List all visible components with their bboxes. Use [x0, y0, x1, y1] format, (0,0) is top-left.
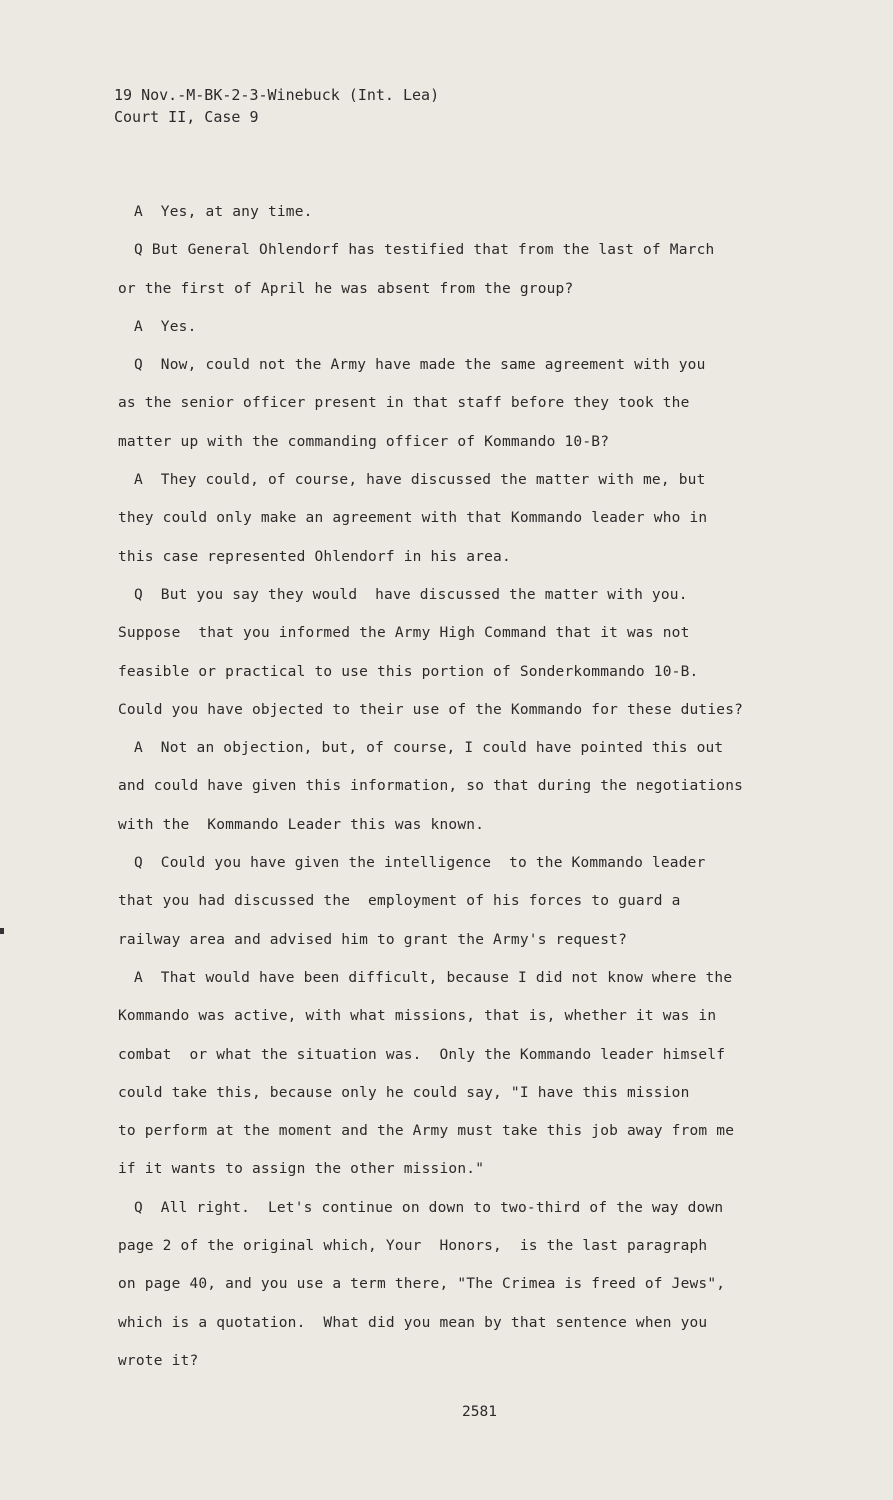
transcript-line: A They could, of course, have discussed the matter with me, but [134, 472, 706, 489]
document-header [114, 84, 439, 128]
page-number: 2581 [462, 1404, 497, 1420]
transcript-line: combat or what the situation was. Only the Kommando leader himself [118, 1046, 726, 1063]
transcript-line: page 2 of the original which, Your Honors, is the last paragraph [118, 1238, 708, 1255]
transcript-line: or the first of April he was absent from the group? [118, 280, 574, 297]
transcript-line: and could have given this information, so that during the negotiations [118, 778, 744, 795]
transcript-line: this case represented Ohlendorf in his area. [118, 548, 511, 565]
transcript-line: to perform at the moment and the Army must take this job away from me [118, 1123, 735, 1140]
transcript-line: Q But General Ohlendorf has testified that from the last of March [134, 242, 715, 259]
transcript-line: A That would have been difficult, because I did not know where the [134, 969, 733, 986]
transcript-line: Q Could you have given the intelligence to the Kommando leader [134, 855, 706, 872]
transcript-line: Could you have objected to their use of the Kommando for these duties? [118, 701, 744, 718]
transcript-line: Q All right. Let's continue on down to two-third of the way down [134, 1199, 724, 1216]
transcript-line: matter up with the commanding officer of Kommando 10-B? [118, 433, 610, 450]
transcript-line: feasible or practical to use this portion of Sonderkommando 10-B. [118, 663, 699, 680]
transcript-line: A Yes. [134, 318, 197, 335]
transcript-line: with the Kommando Leader this was known. [118, 816, 485, 833]
transcript-line: which is a quotation. What did you mean by that sentence when you [118, 1314, 708, 1331]
header-line-2: Court II, Case 9 [114, 108, 259, 126]
transcript-line: Kommando was active, with what missions, that is, whether it was in [118, 1008, 717, 1025]
margin-mark [0, 928, 4, 934]
transcript-line: A Yes, at any time. [134, 204, 313, 220]
transcript-line: A Not an objection, but, of course, I could have pointed this out [134, 740, 724, 757]
transcript-line: on page 40, and you use a term there, "The Crimea is freed of Jews", [118, 1276, 726, 1293]
transcript-line: railway area and advised him to grant the Army's request? [118, 931, 627, 948]
transcript-line: as the senior officer present in that staff before they took the [118, 395, 690, 412]
transcript-line: if it wants to assign the other mission." [118, 1161, 485, 1178]
transcript-body [118, 198, 808, 1385]
transcript-line: Suppose that you informed the Army High Command that it was not [118, 625, 690, 642]
transcript-line: they could only make an agreement with that Kommando leader who in [118, 510, 708, 527]
transcript-line: Q Now, could not the Army have made the same agreement with you [134, 357, 706, 374]
transcript-line: that you had discussed the employment of his forces to guard a [118, 893, 681, 910]
transcript-line: wrote it? [118, 1352, 199, 1369]
transcript-line: could take this, because only he could say, "I have this mission [118, 1084, 690, 1101]
transcript-line: Q But you say they would have discussed the matter with you. [134, 586, 688, 603]
header-line-1: 19 Nov.-M-BK-2-3-Winebuck (Int. Lea) [114, 86, 440, 104]
